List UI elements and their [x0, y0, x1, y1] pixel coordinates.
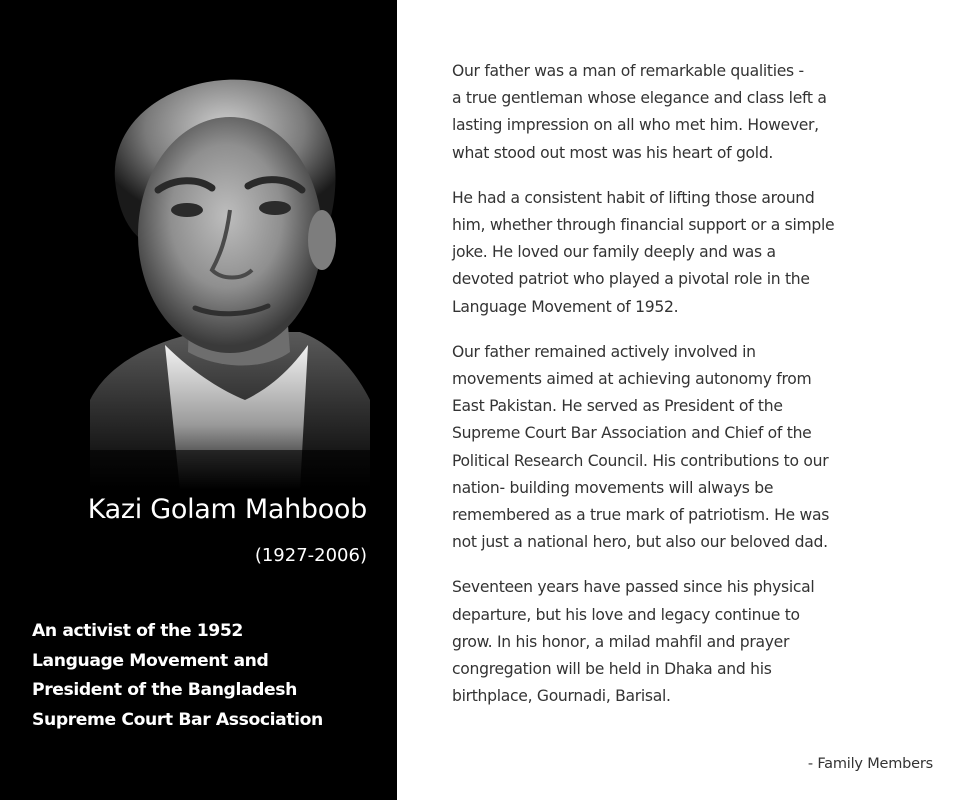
text-line: what stood out most was his heart of gold.: [452, 143, 774, 162]
portrait-photo: [70, 70, 370, 490]
text-line: birthplace, Gournadi, Barisal.: [452, 687, 671, 706]
text-line: Seventeen years have passed since his physical: [452, 578, 815, 597]
person-name: Kazi Golam Mahboob: [87, 494, 367, 525]
text-line: him, whether through financial support or a simple: [452, 216, 835, 235]
text-line: congregation will be held in Dhaka and his: [452, 660, 772, 679]
text-line: East Pakistan. He served as President of the: [452, 397, 783, 416]
text-line: Supreme Court Bar Association and Chief of the: [452, 424, 812, 443]
message-body: [452, 58, 952, 728]
text-line: grow. In his honor, a milad mahfil and prayer: [452, 632, 790, 651]
text-line: Language Movement of 1952.: [452, 297, 679, 316]
paragraph-1: [452, 58, 952, 167]
bio-line: An activist of the 1952: [32, 621, 243, 641]
text-line: movements aimed at achieving autonomy from: [452, 370, 812, 389]
text-line: not just a national hero, but also our beloved dad.: [452, 533, 828, 552]
text-line: joke. He loved our family deeply and was a: [452, 243, 776, 262]
text-line: devoted patriot who played a pivotal role in the: [452, 270, 810, 289]
life-years: (1927-2006): [254, 545, 367, 566]
bio-line: Language Movement and: [32, 650, 269, 671]
paragraph-4: [452, 574, 952, 710]
bio-caption: [32, 617, 382, 735]
text-line: Our father remained actively involved in: [452, 342, 756, 361]
bio-line: Supreme Court Bar Association: [32, 709, 323, 730]
text-line: departure, but his love and legacy continue to: [452, 605, 800, 624]
paragraph-2: [452, 185, 952, 321]
text-line: a true gentleman whose elegance and class left a: [452, 89, 827, 108]
text-line: Political Research Council. His contributions to our: [452, 451, 829, 470]
bio-line: President of the Bangladesh: [32, 680, 297, 700]
text-line: nation- building movements will always be: [452, 478, 774, 497]
left-panel: [0, 0, 397, 800]
paragraph-3: [452, 339, 952, 557]
text-line: remembered as a true mark of patriotism. He was: [452, 506, 830, 525]
text-line: Our father was a man of remarkable qualities -: [452, 62, 804, 80]
right-panel: [397, 0, 957, 800]
text-line: He had a consistent habit of lifting those around: [452, 188, 815, 207]
text-line: lasting impression on all who met him. However,: [452, 116, 819, 135]
signature: - Family Members: [807, 756, 933, 772]
